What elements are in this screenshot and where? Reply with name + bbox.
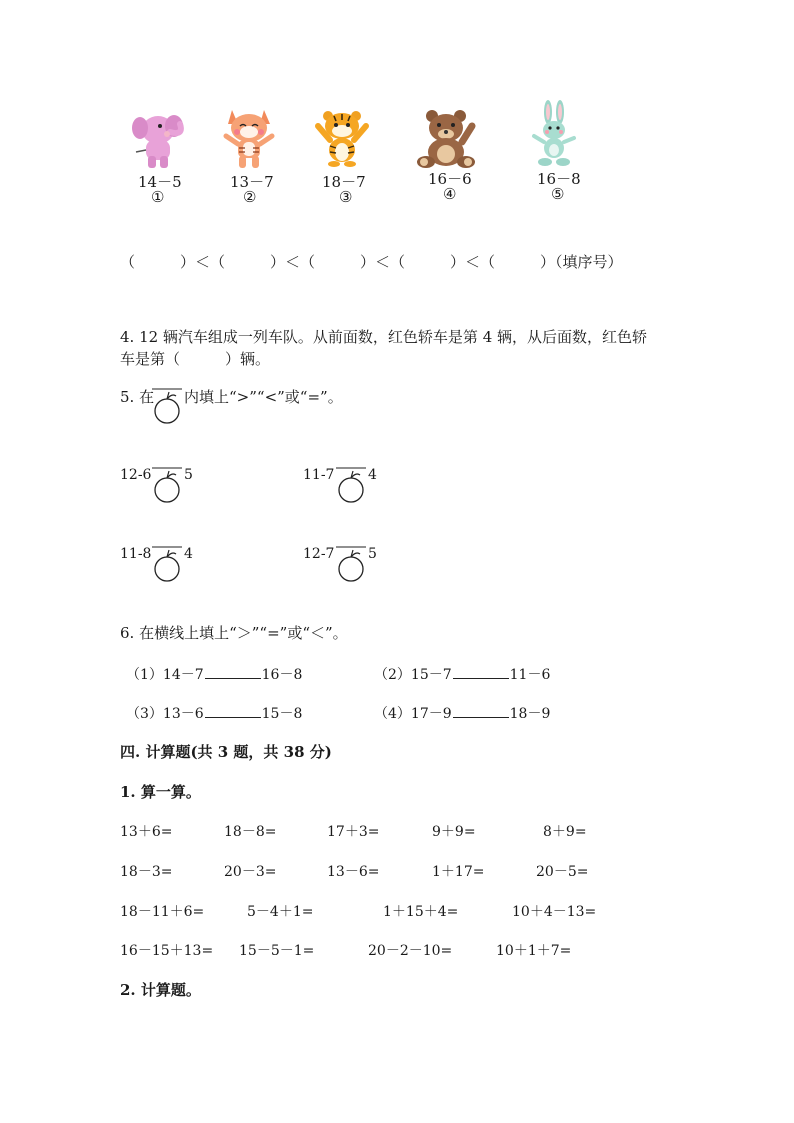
calc-item: 18－3= — [120, 864, 173, 880]
calc-item: 13－6= — [327, 864, 380, 880]
cat-icon — [218, 104, 280, 170]
animal-number: ④ — [443, 185, 457, 203]
apple-icon — [150, 387, 184, 429]
q6-item-right: 11－6 — [509, 667, 551, 683]
bear-icon — [416, 108, 480, 170]
calc-item: 13＋6= — [120, 824, 173, 840]
apple-icon — [150, 545, 184, 587]
q4-line1: 4. 12 辆汽车组成一列车队。从前面数，红色轿车是第 4 辆，从后面数，红色轿 — [120, 328, 648, 346]
answer-blank[interactable] — [205, 703, 261, 718]
calc-item: 5－4＋1= — [247, 904, 314, 920]
q6-item-label: （2）15－7 — [374, 667, 452, 683]
rabbit-icon — [530, 100, 578, 168]
animal-expression: 14－5 — [138, 173, 182, 191]
q6-item-label: （4）17－9 — [374, 706, 452, 722]
q6-item-right: 18－9 — [509, 706, 551, 722]
animal-expression: 16－6 — [428, 170, 472, 188]
calc-item: 1＋15＋4= — [383, 904, 459, 920]
q6-item — [374, 664, 550, 684]
answer-blank[interactable] — [453, 703, 509, 718]
calc-item: 9＋9= — [432, 824, 476, 840]
q6-title: 6. 在横线上填上“＞”“=”或“＜”。 — [120, 624, 348, 642]
animal-expression: 13－7 — [230, 173, 274, 191]
q6-item-label: （1）14－7 — [126, 667, 204, 683]
q4-line2: 车是第（ ）辆。 — [120, 350, 271, 368]
animal-number: ② — [243, 188, 257, 206]
q6-item — [126, 664, 302, 684]
q5-item-right: 4 — [368, 467, 377, 483]
animal-expression: 16－8 — [537, 170, 581, 188]
q1-title: 1. 算一算。 — [120, 783, 201, 801]
calc-item: 16－15＋13= — [120, 943, 214, 959]
tiger-icon — [312, 106, 372, 168]
elephant-icon — [130, 104, 186, 170]
q6-item-right: 16－8 — [261, 667, 303, 683]
animal-number: ⑤ — [551, 185, 565, 203]
q6-item-right: 15－8 — [261, 706, 303, 722]
animal-number: ③ — [339, 188, 353, 206]
q5-item-left: 11-7 — [303, 467, 335, 483]
calc-item: 20－5= — [536, 864, 589, 880]
q2-title: 2. 计算题。 — [120, 981, 201, 999]
answer-blank[interactable] — [453, 664, 509, 679]
calc-item: 10＋1＋7= — [496, 943, 572, 959]
calc-item: 8＋9= — [543, 824, 587, 840]
calc-item: 17＋3= — [327, 824, 380, 840]
calc-item: 10＋4－13= — [512, 904, 597, 920]
q5-item-right: 5 — [184, 467, 193, 483]
q6-item — [374, 703, 550, 723]
order-answer-row: （ ）＜（ ）＜（ ）＜（ ）＜（ ）（填序号） — [120, 253, 623, 271]
apple-icon — [334, 545, 368, 587]
q5-prefix: 5. 在 — [120, 388, 155, 406]
animal-expression: 18－7 — [322, 173, 366, 191]
q6-item — [126, 703, 302, 723]
answer-blank[interactable] — [205, 664, 261, 679]
apple-icon — [150, 466, 184, 508]
calc-item: 1＋17= — [432, 864, 485, 880]
q5-item-left: 11-8 — [120, 546, 152, 562]
q5-item-left: 12-7 — [303, 546, 335, 562]
section-title: 四. 计算题(共 3 题，共 38 分) — [120, 743, 332, 761]
apple-icon — [334, 466, 368, 508]
q5-item-right: 4 — [184, 546, 193, 562]
q5-item-left: 12-6 — [120, 467, 152, 483]
calc-item: 18－8= — [224, 824, 277, 840]
calc-item: 15－5－1= — [239, 943, 315, 959]
calc-item: 20－3= — [224, 864, 277, 880]
q5-item-right: 5 — [368, 546, 377, 562]
q5-instruction: 内填上“>”“<”或“=”。 — [184, 388, 343, 406]
animal-number: ① — [151, 188, 165, 206]
calc-item: 20－2－10= — [368, 943, 453, 959]
calc-item: 18－11＋6= — [120, 904, 205, 920]
q6-item-label: （3）13－6 — [126, 706, 204, 722]
